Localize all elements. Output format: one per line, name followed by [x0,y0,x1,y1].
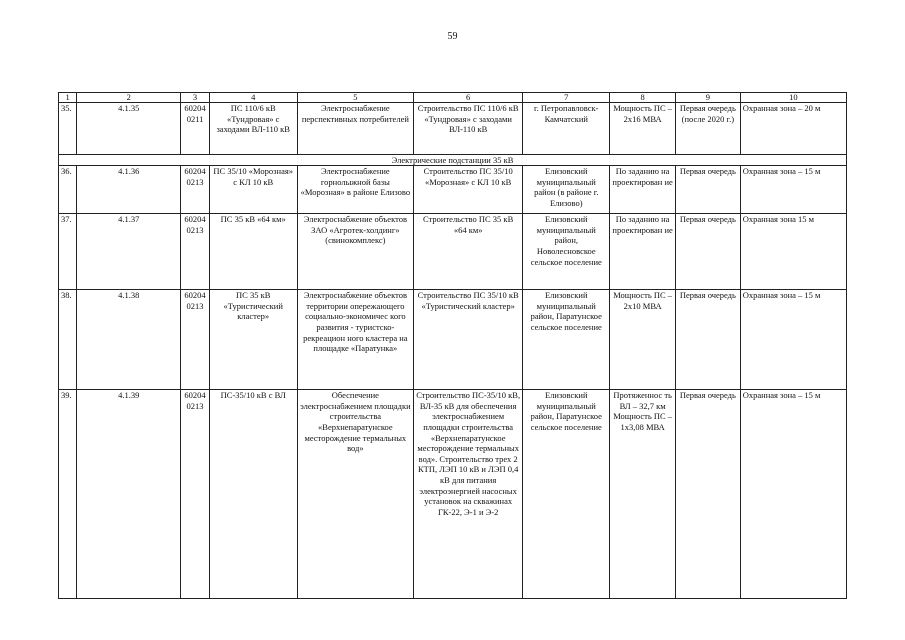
cell-object-name: ПС 110/6 кВ «Тундровая» с заходами ВЛ-110 кВ [209,103,297,155]
cell-stage: Первая очередь [676,166,741,214]
cell-description: Строительство ПС 35/10 «Морозная» с КЛ 10 кВ [414,166,523,214]
cell-object-code: 602040213 [181,290,209,390]
column-header: 5 [297,93,413,103]
column-header: 1 [59,93,77,103]
registry-table [58,92,847,599]
cell-location: г. Петропавловск-Камчатский [523,103,610,155]
cell-object-id: 4.1.36 [77,166,181,214]
cell-stage: Первая очередь [676,390,741,599]
page-number: 59 [447,31,458,42]
cell-protection-zone: Охранная зона – 15 м [740,166,846,214]
column-header: 10 [740,93,846,103]
column-header: 2 [77,93,181,103]
cell-location: Елизовский муниципальный район, Паратунское сельское поселение [523,290,610,390]
cell-characteristics: Мощность ПС – 2х16 МВА [610,103,676,155]
cell-row-number: 38. [59,290,77,390]
table-row [59,390,847,599]
cell-object-name: ПС-35/10 кВ с ВЛ [209,390,297,599]
cell-description: Строительство ПС 110/6 кВ «Тундровая» с заходами ВЛ-110 кВ [414,103,523,155]
section-row [59,155,847,166]
cell-location: Елизовский муниципальный район, Паратунское сельское поселение [523,390,610,599]
cell-purpose: Электроснабжение перспективных потребителей [297,103,413,155]
section-title: Электрические подстанции 35 кВ [59,155,847,166]
cell-characteristics: Мощность ПС – 2х10 МВА [610,290,676,390]
cell-purpose: Электроснабжение объектов ЗАО «Агротек-холдинг» (свинокомплекс) [297,214,413,290]
cell-row-number: 39. [59,390,77,599]
cell-protection-zone: Охранная зона – 15 м [740,390,846,599]
column-number-row [59,93,847,103]
table-row [59,214,847,290]
cell-characteristics: По заданию на проектирован ие [610,214,676,290]
cell-purpose: Электроснабжение горнолыжной базы «Морозная» в районе Елизово [297,166,413,214]
cell-row-number: 37. [59,214,77,290]
column-header: 6 [414,93,523,103]
cell-purpose: Обеспечение электроснабжением площадки строительства «Верхнепаратунское месторождение термальных вод» [297,390,413,599]
cell-object-code: 602040213 [181,214,209,290]
cell-object-id: 4.1.38 [77,290,181,390]
cell-object-name: ПС 35 кВ «Туристический кластер» [209,290,297,390]
table-row [59,103,847,155]
cell-protection-zone: Охранная зона – 20 м [740,103,846,155]
cell-object-id: 4.1.35 [77,103,181,155]
cell-object-id: 4.1.39 [77,390,181,599]
cell-characteristics: По заданию на проектирован ие [610,166,676,214]
cell-protection-zone: Охранная зона – 15 м [740,290,846,390]
cell-description: Строительство ПС 35/10 кВ «Туристический кластер» [414,290,523,390]
table-row [59,166,847,214]
cell-object-code: 602040213 [181,390,209,599]
cell-protection-zone: Охранная зона 15 м [740,214,846,290]
column-header: 9 [676,93,741,103]
cell-location: Елизовский муниципальный район, Новолесновское сельское поселение [523,214,610,290]
cell-object-name: ПС 35/10 «Морозная» с КЛ 10 кВ [209,166,297,214]
cell-description: Строительство ПС 35 кВ «64 км» [414,214,523,290]
column-header: 3 [181,93,209,103]
cell-stage: Первая очередь (после 2020 г.) [676,103,741,155]
cell-location: Елизовский муниципальный район (в районе г. Елизово) [523,166,610,214]
cell-object-code: 602040213 [181,166,209,214]
cell-stage: Первая очередь [676,290,741,390]
column-header: 7 [523,93,610,103]
column-header: 4 [209,93,297,103]
cell-object-id: 4.1.37 [77,214,181,290]
cell-description: Строительство ПС-35/10 кВ, ВЛ-35 кВ для обеспечения электроснабжением площадки строительства «Верхнепаратунское месторождение термальных вод». Строительство трех 2 КТП, ЛЭП 10 кВ и ЛЭП 0,4 кВ для питания электроэнергией насосных установок на скважинах ГК-22, Э-1 и Э-2 [414,390,523,599]
table-row [59,290,847,390]
cell-row-number: 35. [59,103,77,155]
column-header: 8 [610,93,676,103]
cell-object-name: ПС 35 кВ «64 км» [209,214,297,290]
cell-characteristics: Протяженнос ть ВЛ – 32,7 км Мощность ПС – 1х3,08 МВА [610,390,676,599]
cell-object-code: 602040211 [181,103,209,155]
cell-purpose: Электроснабжение объектов территории опережающего социально-экономичес кого развития - туристско-рекреацион ного кластера на площадке «Паратунка» [297,290,413,390]
cell-stage: Первая очередь [676,214,741,290]
cell-row-number: 36. [59,166,77,214]
